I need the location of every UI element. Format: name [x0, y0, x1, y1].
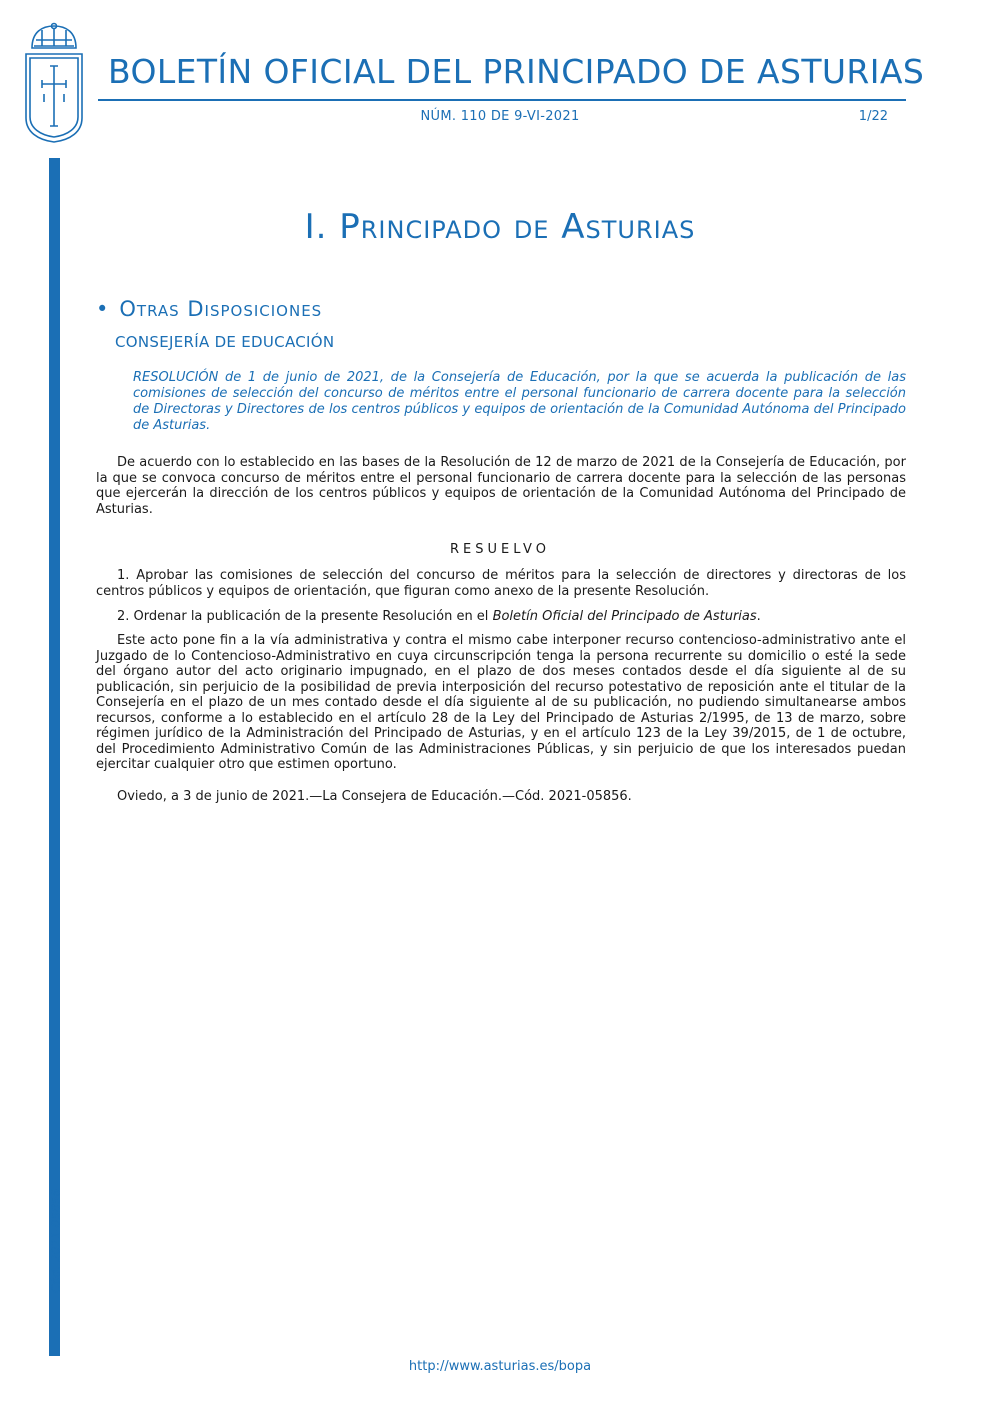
side-bar	[49, 158, 60, 1356]
point-1-text: 1. Aprobar las comisiones de selección del concurso de méritos para la selección de directores y directoras de los centros públicos y equipos de orientación, que figuran como anexo de la presente Resolución.	[96, 568, 906, 599]
point-2-suffix: .	[756, 609, 761, 624]
appeal-text: Este acto pone fin a la vía administrativa y contra el mismo cabe interponer recurso contencioso-administrativo ante el Juzgado de lo Contencioso-Administrativo en cuya circunscripción tenga la persona recurrente su domicilio o esté la sede del órgano autor del acto originario impugnado, en el plazo de dos meses contados desde el día siguiente al de su publicación, sin perjuicio de la posibilidad de previa interposición del recurso potestativo de reposición ante el titular de la Consejería en el plazo de un mes contado desde el día siguiente al de su publicación, no pudiendo simultanearse ambos recursos, conforme a lo establecido en el artículo 28 de la Ley del Principado de Asturias 2/1995, de 13 de marzo, sobre régimen jurídico de la Administración del Principado de Asturias, y en el artículo 123 de la Ley 39/2015, de 1 de octubre, del Procedimiento Administrativo Común de las Administraciones Públicas, y sin perjuicio de que los interesados puedan ejercitar cualquier otro que estimen oportuno.	[96, 633, 906, 772]
point-2-text	[96, 609, 906, 625]
side-code: Cód. 2021-05856	[49, 1188, 63, 1293]
bullet-icon: •	[96, 297, 110, 321]
resolution-summary: RESOLUCIÓN de 1 de junio de 2021, de la Consejería de Educación, por la que se acuerda la publicación de las comisiones de selección del concurso de méritos entre el personal funcionario de carrera docente para la selección de Directoras y Directores de los centros públicos y equipos de orientación de la Comunidad Autónoma del Principado de Asturias.	[133, 370, 906, 433]
subsection-title: Otras Disposiciones	[119, 297, 323, 321]
resuelvo-heading: RESUELVO	[450, 542, 550, 557]
header-divider	[98, 99, 906, 101]
subsection-heading	[96, 297, 322, 321]
intro-paragraph	[96, 455, 906, 517]
header-title: BOLETÍN OFICIAL DEL PRINCIPADO DE ASTURIAS	[108, 52, 925, 91]
signature-text: Oviedo, a 3 de junio de 2021.—La Consejera de Educación.—Cód. 2021-05856.	[117, 789, 632, 804]
department-name: CONSEJERÍA DE EDUCACIÓN	[115, 333, 335, 351]
footer-link[interactable]: http://www.asturias.es/bopa	[408, 1359, 592, 1374]
issue-number: NÚM. 110 DE 9-VI-2021	[420, 109, 580, 124]
point-2-paragraph	[96, 609, 906, 625]
asturias-crest-icon	[22, 22, 86, 144]
page-number: 1/22	[858, 109, 888, 124]
point-1-paragraph	[96, 568, 906, 599]
section-title: I. Principado de Asturias	[304, 207, 696, 247]
appeal-paragraph	[96, 633, 906, 773]
intro-text: De acuerdo con lo establecido en las bases de la Resolución de 12 de marzo de 2021 de la Consejería de Educación, por la que se convoca concurso de méritos entre el personal funcionario de carrera docente para la selección de las personas que ejercerán la dirección de los centros públicos y equipos de orientación de la Comunidad Autónoma del Principado de Asturias.	[96, 455, 906, 517]
signature-paragraph	[96, 789, 906, 805]
point-2-prefix: 2. Ordenar la publicación de la presente Resolución en el	[117, 609, 493, 624]
point-2-publication: Boletín Oficial del Principado de Asturias	[492, 609, 757, 624]
